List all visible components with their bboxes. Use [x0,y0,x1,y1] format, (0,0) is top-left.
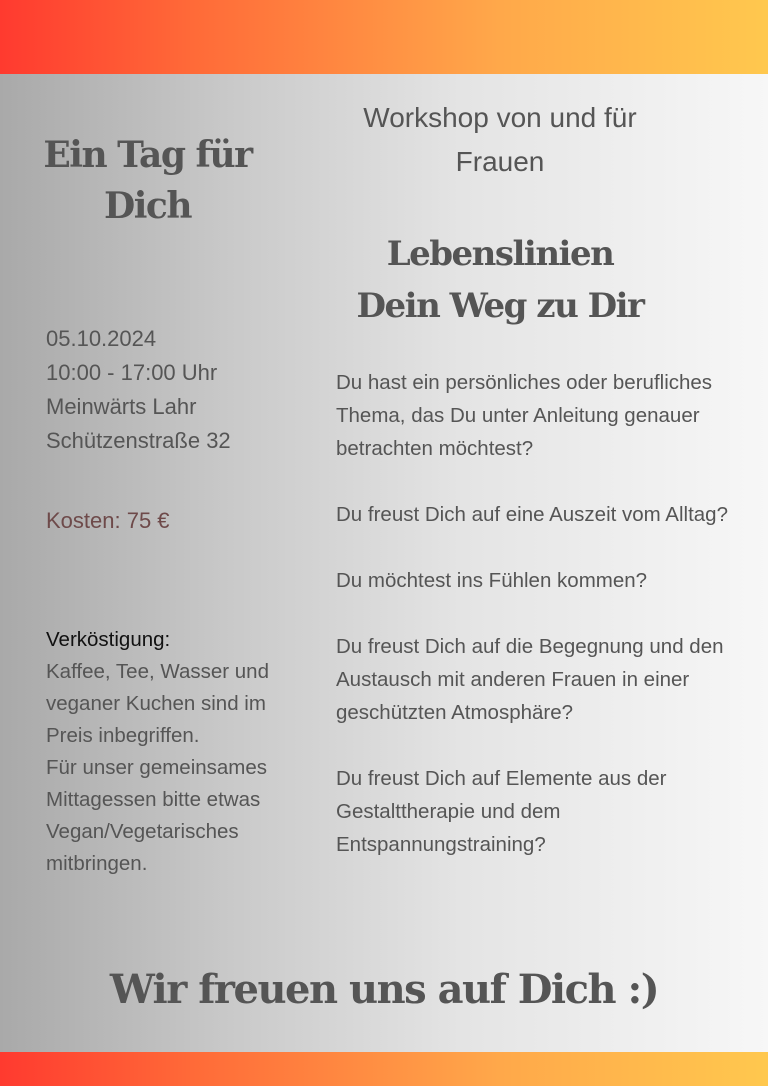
catering-info [46,624,306,880]
question-list [336,366,736,894]
catering-line: Kaffee, Tee, Wasser und [46,660,269,683]
event-details [46,322,316,458]
catering-line: Für unser gemeinsames [46,756,268,779]
catering-line: Mittagessen bitte etwas [46,788,261,811]
event-time: 10:00 - 17:00 Uhr [46,360,218,385]
left-title-line1: Ein Tag für [43,134,252,176]
catering-heading: Verköstigung: [46,628,171,651]
left-title [30,130,265,232]
catering-line: veganer Kuchen sind im [46,692,266,715]
catering-line: Vegan/Vegetarisches [46,820,239,843]
question-item: Du freust Dich auf die Begegnung und den Austausch mit anderen Frauen in einer geschützten Atmosphäre? [336,635,724,724]
left-title-line2: Dich [104,185,191,227]
event-date: 05.10.2024 [46,326,157,351]
event-venue: Meinwärts Lahr [46,394,197,419]
event-cost: Kosten: 75 € [46,508,170,533]
workshop-title-line2: Dein Weg zu Dir [356,286,644,326]
catering-line: mitbringen. [46,852,148,875]
top-gradient-band [0,0,768,74]
subtitle-line1: Workshop von und für [363,102,637,133]
bottom-gradient-band [0,1052,768,1086]
question-item: Du freust Dich auf eine Auszeit vom Alltag? [336,503,728,526]
workshop-title-line1: Lebenslinien [386,234,614,274]
workshop-title [340,228,660,332]
question-item: Du freust Dich auf Elemente aus der Gestalttherapie und dem Entspannungstraining? [336,767,667,856]
workshop-subtitle [340,96,660,184]
closing-line: Wir freuen uns auf Dich :) [109,966,659,1013]
event-street: Schützenstraße 32 [46,428,231,453]
question-item: Du hast ein persönliches oder berufliches Thema, das Du unter Anleitung genauer betrachten möchtest? [336,371,713,460]
catering-line: Preis inbegriffen. [46,724,200,747]
question-item: Du möchtest ins Fühlen kommen? [336,569,648,592]
subtitle-line2: Frauen [455,146,545,177]
